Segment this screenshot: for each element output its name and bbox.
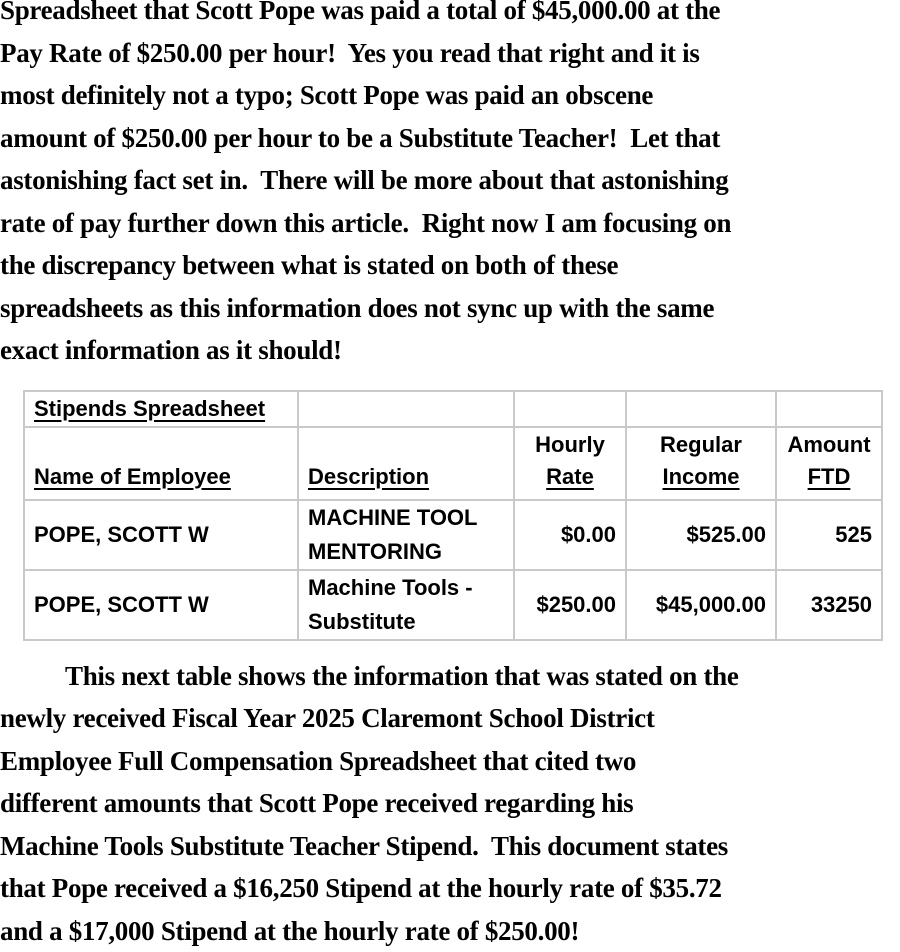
description-line1: Machine Tools - xyxy=(308,571,504,605)
paragraph-line: astonishing fact set in. There will be more about that astonishing xyxy=(0,159,900,202)
column-header-label-line2: Income xyxy=(636,461,766,493)
empty-cell xyxy=(298,391,514,427)
column-header-name xyxy=(24,427,298,500)
regular-income-cell: $45,000.00 xyxy=(626,570,776,640)
column-header-label-line1: Regular xyxy=(636,429,766,461)
paragraph-line: most definitely not a typo; Scott Pope was paid an obscene xyxy=(0,74,900,117)
table-title-cell xyxy=(24,391,298,427)
paragraph-line: the discrepancy between what is stated on both of these xyxy=(0,244,900,287)
paragraph-line: amount of $250.00 per hour to be a Substitute Teacher! Let that xyxy=(0,117,900,160)
column-header-regular-income xyxy=(626,427,776,500)
employee-name-cell: POPE, SCOTT W xyxy=(24,570,298,640)
paragraph-line: rate of pay further down this article. Right now I am focusing on xyxy=(0,202,900,245)
column-header-label-line1: Hourly xyxy=(524,429,616,461)
paragraph-line: spreadsheets as this information does not sync up with the same xyxy=(0,287,900,330)
paragraph-line: This next table shows the information that was stated on the xyxy=(0,655,900,698)
column-header-label-line1: Amount xyxy=(786,429,872,461)
amount-ftd-cell: 525 xyxy=(776,500,882,570)
intro-paragraph xyxy=(0,0,900,372)
paragraph-line: Machine Tools Substitute Teacher Stipend. This document states xyxy=(0,825,900,868)
hourly-rate-cell: $250.00 xyxy=(514,570,626,640)
stipends-table xyxy=(23,390,883,641)
table-title-row xyxy=(24,391,882,427)
paragraph-line: different amounts that Scott Pope received regarding his xyxy=(0,782,900,825)
description-line2: Substitute xyxy=(308,605,504,639)
hourly-rate-cell: $0.00 xyxy=(514,500,626,570)
table-title: Stipends Spreadsheet xyxy=(34,396,265,421)
column-header-label-line2: Rate xyxy=(524,461,616,493)
employee-name-cell: POPE, SCOTT W xyxy=(24,500,298,570)
paragraph-line: newly received Fiscal Year 2025 Claremont School District xyxy=(0,697,900,740)
paragraph-line: Employee Full Compensation Spreadsheet that cited two xyxy=(0,740,900,783)
column-header-label: Name of Employee xyxy=(34,464,231,489)
empty-cell xyxy=(514,391,626,427)
closing-paragraph xyxy=(0,655,900,952)
paragraph-line: Spreadsheet that Scott Pope was paid a total of $45,000.00 at the xyxy=(0,0,900,32)
regular-income-cell: $525.00 xyxy=(626,500,776,570)
column-header-amount-ftd xyxy=(776,427,882,500)
paragraph-line: that Pope received a $16,250 Stipend at the hourly rate of $35.72 xyxy=(0,867,900,910)
column-header-label-line2: FTD xyxy=(786,461,872,493)
description-cell xyxy=(298,500,514,570)
description-cell xyxy=(298,570,514,640)
column-header-description xyxy=(298,427,514,500)
table-row xyxy=(24,500,882,570)
description-line2: MENTORING xyxy=(308,535,504,569)
column-header-label: Description xyxy=(308,464,429,489)
table-row xyxy=(24,570,882,640)
paragraph-line: exact information as it should! xyxy=(0,329,900,372)
description-line1: MACHINE TOOL xyxy=(308,501,504,535)
column-header-hourly-rate xyxy=(514,427,626,500)
empty-cell xyxy=(626,391,776,427)
paragraph-line: Pay Rate of $250.00 per hour! Yes you read that right and it is xyxy=(0,32,900,75)
table-header-row xyxy=(24,427,882,500)
paragraph-line: and a $17,000 Stipend at the hourly rate of $250.00! xyxy=(0,910,900,952)
amount-ftd-cell: 33250 xyxy=(776,570,882,640)
empty-cell xyxy=(776,391,882,427)
